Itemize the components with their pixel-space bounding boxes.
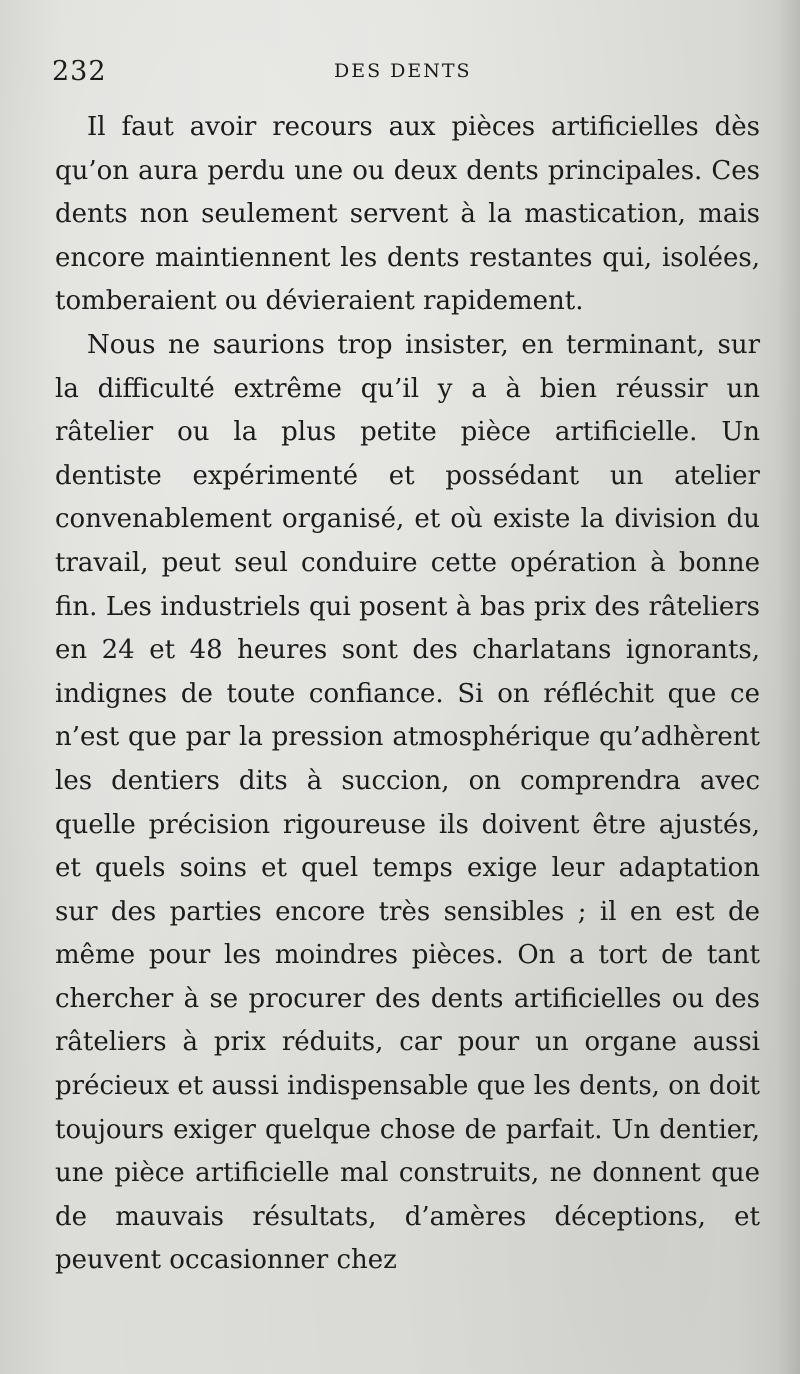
paragraph-2: Nous ne saurions trop insister, en terminant, sur la difficulté extrême qu’il y a à bien réussir un râtelier ou la plus petite pièce artificielle. Un dentiste expérimenté et possédant un atelier convenablement organisé, et où existe la division du travail, peut seul conduire cette opération à bonne fin. Les industriels qui posent à bas prix des râteliers en 24 et 48 heures sont des charlatans ignorants, indignes de toute confiance. Si on réfléchit que ce n’est que par la pression atmosphérique qu’adhèrent les dentiers dits à succion, on comprendra avec quelle précision rigoureuse ils doivent être ajustés, et quels soins et quel temps exige leur adaptation sur des parties encore très sensibles ; il en est de même pour les moindres pièces. On a tort de tant chercher à se procurer des dents artificielles ou des râteliers à prix réduits, car pour un organe aussi précieux et aussi indispensable que les dents, on doit toujours exiger quelque chose de parfait. Un dentier, une pièce artificielle mal construits, ne donnent que de mauvais résultats, d’amères déceptions, et peuvent occasionner chez — [55, 329, 760, 1276]
running-head — [52, 56, 752, 92]
page-edge-shadow — [778, 0, 800, 1374]
running-head-title: DES DENTS — [334, 60, 472, 82]
paragraph-1: Il faut avoir recours aux pièces artificielles dès qu’on aura perdu une ou deux dents principales. Ces dents non seulement servent à la mastication, mais encore maintiennent les dents restantes qui, isolées, tomberaient ou dévieraient rapidement. — [55, 112, 760, 317]
body-text — [55, 106, 760, 1283]
page-number: 232 — [52, 56, 107, 87]
